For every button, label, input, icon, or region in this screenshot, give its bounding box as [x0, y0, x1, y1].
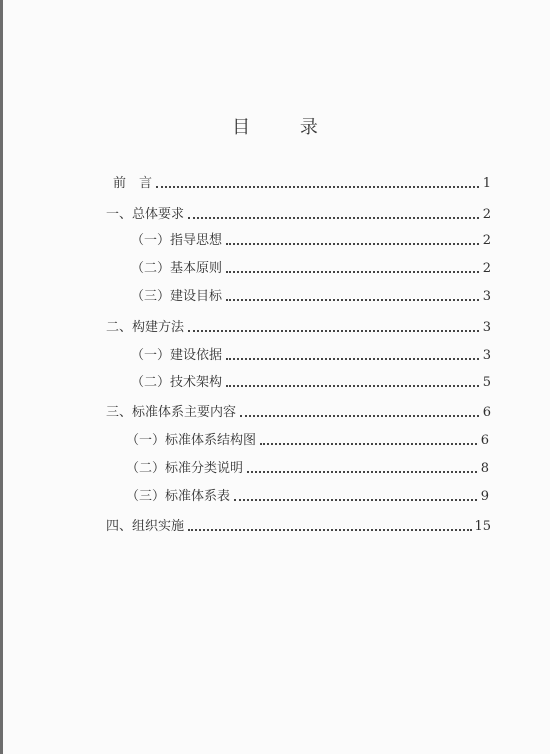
toc-leader-dots [188, 529, 472, 531]
toc-leader-dots [247, 471, 477, 473]
toc-label: （三）标准体系表 [126, 489, 231, 504]
toc-page-number: 2 [482, 233, 491, 248]
toc-leader-dots [226, 243, 479, 245]
toc-page-number: 6 [482, 405, 491, 420]
toc-label: （二）基本原则 [131, 261, 223, 276]
toc-label: （二）技术架构 [131, 375, 223, 390]
toc-page-number: 6 [480, 433, 489, 448]
toc-entry [126, 453, 489, 477]
toc-label: 三、标准体系主要内容 [106, 405, 237, 420]
toc-leader-dots [188, 217, 479, 219]
toc-leader-dots [226, 385, 479, 387]
toc-label: （一）建设依据 [131, 348, 223, 363]
toc-entry [106, 511, 491, 535]
toc-leader-dots [226, 271, 479, 273]
toc-page-number: 3 [482, 320, 491, 335]
toc-entry [126, 425, 489, 449]
toc-entry [113, 168, 491, 192]
document-title: 目 录 [232, 117, 340, 138]
toc-leader-dots [156, 186, 479, 188]
toc-leader-dots [188, 330, 479, 332]
toc-leader-dots [234, 499, 477, 501]
toc-page-number: 1 [482, 176, 491, 191]
toc-entry [131, 281, 491, 305]
toc-entry [131, 253, 491, 277]
toc-page-number: 15 [474, 519, 491, 534]
toc-page-number: 5 [482, 375, 491, 390]
toc-page-number: 8 [480, 461, 489, 476]
toc-entry [131, 367, 491, 391]
toc-entry [126, 481, 489, 505]
toc-entry [131, 340, 491, 364]
toc-label: （一）指导思想 [131, 233, 223, 248]
toc-label: （一）标准体系结构图 [126, 433, 257, 448]
toc-leader-dots [260, 443, 477, 445]
toc-label: 一、总体要求 [106, 207, 185, 222]
toc-entry [106, 312, 491, 336]
toc-entry [131, 225, 491, 249]
toc-page-number: 3 [482, 348, 491, 363]
toc-leader-dots [240, 415, 479, 417]
toc-page-number: 3 [482, 289, 491, 304]
toc-entry [106, 199, 491, 223]
toc-entry [106, 397, 491, 421]
toc-label: （三）建设目标 [131, 289, 223, 304]
toc-page-number: 2 [482, 261, 491, 276]
toc-label: 四、组织实施 [106, 519, 185, 534]
toc-label: 二、构建方法 [106, 320, 185, 335]
toc-label: 前 言 [113, 176, 153, 191]
toc-leader-dots [226, 358, 479, 360]
toc-label: （二）标准分类说明 [126, 461, 244, 476]
toc-page-number: 9 [480, 489, 489, 504]
toc-leader-dots [226, 299, 479, 301]
toc-page-number: 2 [482, 207, 491, 222]
